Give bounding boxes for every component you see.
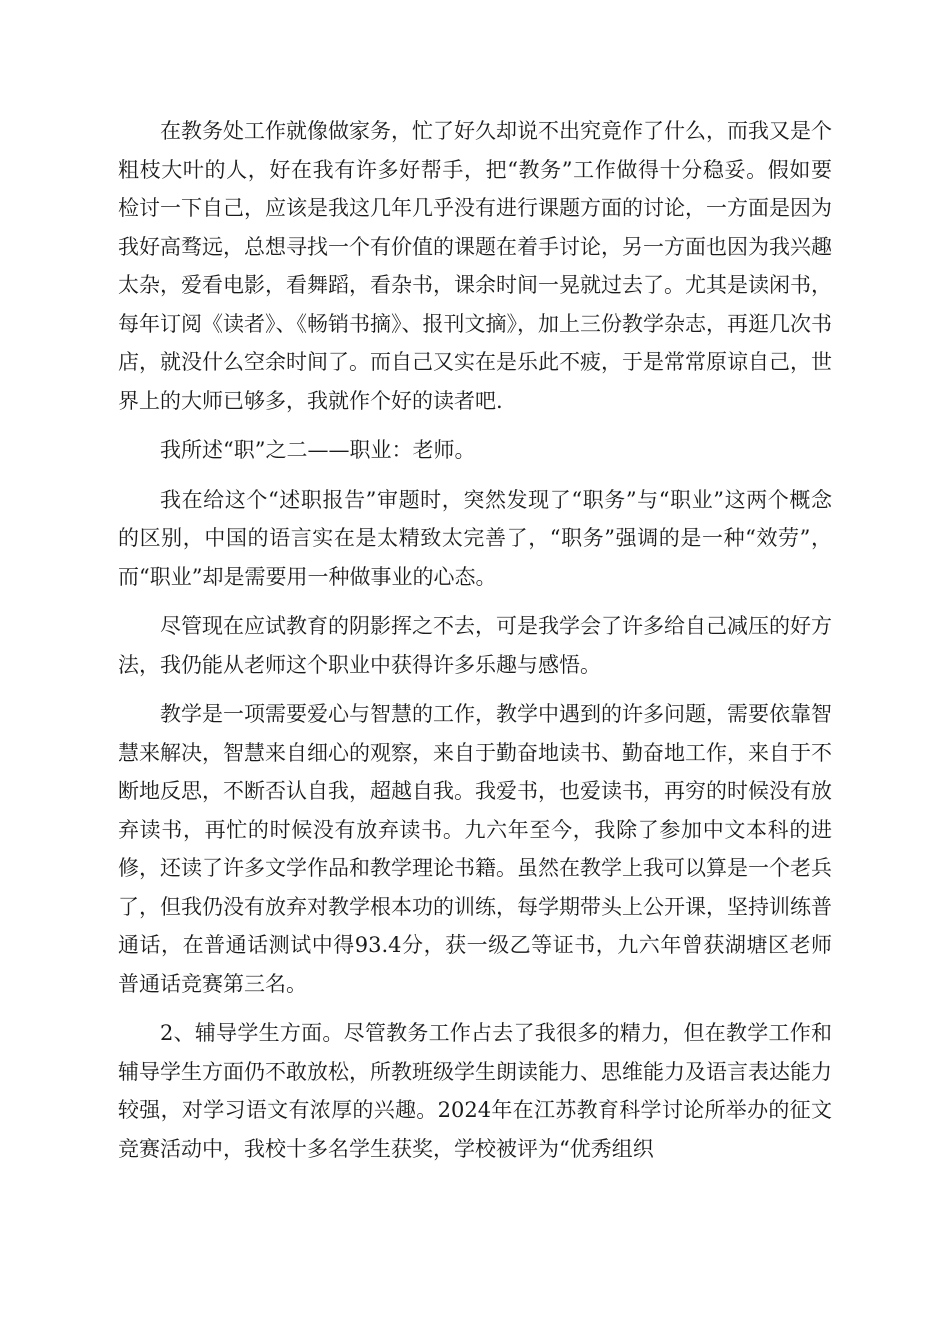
paragraph-1: 在教务处工作就像做家务，忙了好久却说不出究竟作了什么，而我又是个粗枝大叶的人，好在我有许多好帮手，把“教务”工作做得十分稳妥。假如要检讨一下自己，应该是我这几年几乎没有进行课题方面的讨论，一方面是因为我好高骛远，总想寻找一个有价值的课题在着手讨论，另一方面也因为我兴趣太杂，爱看电影，看舞蹈，看杂书，课余时间一晃就过去了。尤其是读闲书，每年订阅《读者》、《畅销书摘》、报刊文摘》，加上三份教学杂志，再逛几次书店，就没什么空余时间了。而自己又实在是乐此不疲，于是常常原谅自己，世界上的大师已够多，我就作个好的读者吧. (118, 119, 832, 413)
paragraph-3: 我在给这个“述职报告”审题时，突然发现了“职务”与“职业”这两个概念的区别，中国的语言实在是太精致太完善了，“职务”强调的是一种“效劳”，而“职业”却是需要用一种做事业的心态。 (118, 487, 832, 589)
paragraph-2: 我所述“职”之二——职业：老师。 (160, 438, 476, 462)
paragraph-5: 教学是一项需要爱心与智慧的工作，教学中遇到的许多问题，需要依靠智慧来解决，智慧来自细心的观察，来自于勤奋地读书、勤奋地工作，来自于不断地反思，不断否认自我，超越自我。我爱书，也爱读书，再穷的时候没有放弃读书，再忙的时候没有放弃读书。九六年至今，我除了参加中文本科的进修，还读了许多文学作品和教学理论书籍。虽然在教学上我可以算是一个老兵了，但我仍没有放弃对教学根本功的训练，每学期带头上公开课，坚持训练普通话，在普通话测试中得93.4分，获一级乙等证书，九六年曾获湖塘区老师普通话竞赛第三名。 (118, 702, 832, 996)
paragraph-6: 2、辅导学生方面。尽管教务工作占去了我很多的精力，但在教学工作和辅导学生方面仍不敢放松，所教班级学生朗读能力、思维能力及语言表达能力较强，对学习语文有浓厚的兴趣。2024年在江苏教育科学讨论所举办的征文竞赛活动中，我校十多名学生获奖，学校被评为“优秀组织 (118, 1021, 832, 1161)
paragraph-4: 尽管现在应试教育的阴影挥之不去，可是我学会了许多给自己减压的好方法，我仍能从老师这个职业中获得许多乐趣与感悟。 (118, 614, 832, 677)
